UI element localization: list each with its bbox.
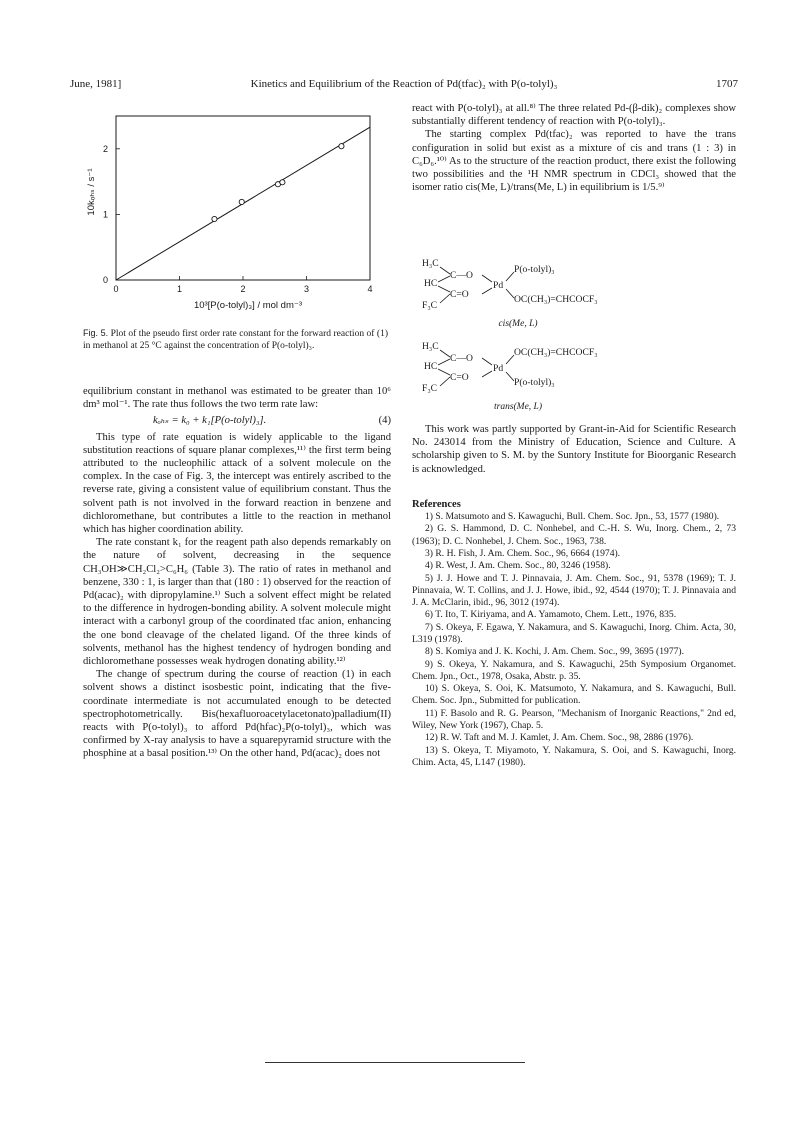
carbon-oxygen-top: C—O bbox=[450, 270, 473, 281]
reference-item: 5) J. J. Howe and T. J. Pinnavaia, J. Am. Chem. Soc., 91, 5378 (1969); T. J. Pinnavaia, W. T. Collins, and J. J. Howe, ibid., 92, 4544 (1970); T. J. Pinnavaia and J. A. McClarin, ibid., 96, 3012 (1974). bbox=[412, 572, 736, 609]
structure-trans bbox=[418, 339, 728, 412]
carbon-oxygen-bottom: C=O bbox=[450, 372, 469, 383]
carbon-oxygen-bottom: C=O bbox=[450, 289, 469, 300]
data-point bbox=[212, 216, 217, 221]
data-point bbox=[280, 180, 285, 185]
y-tick-label: 1 bbox=[102, 209, 108, 220]
palladium-center: Pd bbox=[493, 280, 504, 291]
cis-structure-drawing bbox=[418, 256, 728, 316]
rate-constant-chart bbox=[78, 104, 390, 329]
reference-item: 10) S. Okeya, S. Ooi, K. Matsumoto, Y. Nakamura, and S. Kawaguchi, Bull. Chem. Soc. Jpn., Submitted for publication. bbox=[412, 683, 736, 707]
data-point bbox=[339, 144, 344, 149]
equation-text: kₒₕₛ = k₀ + k₁[P(o-tolyl)₃]. bbox=[153, 415, 267, 427]
rate-equation bbox=[83, 414, 391, 427]
left-column bbox=[83, 385, 391, 761]
reference-item: 2) G. S. Hammond, D. C. Nonhebel, and C.-H. S. Wu, Inorg. Chem., 2, 73 (1963); D. C. Nonhebel, J. Chem. Soc., 1963, 738. bbox=[412, 523, 736, 547]
data-point bbox=[239, 199, 244, 204]
paragraph: The starting complex Pd(tfac)₂ was reported to have the trans configuration in solid but exist as a mixture of cis and trans (1 : 3) in C₆D₆.¹⁰⁾ As to the structure of the reaction product, there exist the following two possibilities and the ¹H NMR spectrum in CDCl₃ showed that the isomer ratio cis(Me, L)/trans(Me, L) in equilibrium is 1/5.⁹⁾ bbox=[412, 129, 736, 194]
methine-group: HC bbox=[424, 278, 438, 289]
x-tick-label: 2 bbox=[240, 284, 246, 294]
methyl-group: H₃C bbox=[422, 258, 439, 269]
palladium-center: Pd bbox=[493, 363, 504, 374]
trans-structure-drawing bbox=[418, 339, 728, 399]
enolate-ligand: OC(CH₃)=CHCOCF₃ bbox=[514, 294, 598, 305]
paragraph: The change of spectrum during the course of reaction (1) in each solvent shows a distinct isosbestic point, indicating that the five-coordinate intermediate is not accumulated enough to be detected spectrophotometrically. Bis(hexafluoroacetylacetonato)palladium(II) reacts with P(o-tolyl)₃ to afford Pd(hfac)₂P(o-tolyl)₃, which was confirmed by X-ray analysis to have a squarepyramid structure with the phosphine at a basal position.¹³⁾ On the other hand, Pd(acac)₂ does not bbox=[83, 669, 391, 760]
right-column-bottom bbox=[412, 423, 736, 769]
cis-isomer-name: cis(Me, L) bbox=[498, 319, 538, 329]
carbon-oxygen-top: C—O bbox=[450, 353, 473, 364]
trans-isomer-name: trans(Me, L) bbox=[493, 402, 543, 412]
reference-item: 1) S. Matsumoto and S. Kawaguchi, Bull. Chem. Soc. Jpn., 53, 1577 (1980). bbox=[425, 511, 720, 523]
reference-item: 12) R. W. Taft and M. J. Kamlet, J. Am. Chem. Soc., 98, 2886 (1976). bbox=[425, 732, 694, 744]
reference-item: 6) T. Ito, T. Kiriyama, and A. Yamamoto, Chem. Lett., 1976, 835. bbox=[425, 609, 677, 621]
reference-item: 9) S. Okeya, Y. Nakamura, and S. Kawaguchi, 25th Symposium Organomet. Chem. Jpn., Oct., 1978, Osaka, Abstr. p. 35. bbox=[412, 658, 736, 682]
footer-rule bbox=[265, 1062, 525, 1063]
methine-group: HC bbox=[424, 361, 438, 372]
references-heading: References bbox=[412, 498, 461, 510]
caption-text: Plot of the pseudo first order rate constant for the forward reaction of (1) in methanol at 25 °C against the concentration of P(o-tolyl)₃. bbox=[83, 329, 388, 351]
x-tick-label: 1 bbox=[176, 284, 183, 294]
structure-cis bbox=[418, 256, 728, 329]
x-tick-label: 4 bbox=[367, 284, 373, 294]
phosphine-ligand: P(o-tolyl)₃ bbox=[514, 264, 555, 275]
references-list bbox=[412, 511, 736, 769]
methyl-group: H₃C bbox=[422, 341, 439, 352]
enolate-ligand: OC(CH₃)=CHCOCF₃ bbox=[514, 347, 598, 358]
header-title: Kinetics and Equilibrium of the Reaction of Pd(tfac)₂ with P(o-tolyl)₃ bbox=[250, 78, 558, 90]
phosphine-ligand: P(o-tolyl)₃ bbox=[514, 377, 555, 388]
acknowledgement-paragraph: This work was partly supported by Grant-in-Aid for Scientific Research No. 243014 from the Ministry of Education, Science and Culture. A scholarship given to S. M. by the Suntory Institute for Bioorganic Research is acknowledged. bbox=[412, 424, 736, 475]
figure-5 bbox=[78, 104, 390, 329]
paragraph: react with P(o-tolyl)₃ at all.⁸⁾ The three related Pd-(β-dik)₂ complexes show substantially different tendency of reaction with P(o-tolyl)₃. bbox=[412, 103, 736, 128]
plot-frame bbox=[116, 116, 370, 280]
equation-number: (4) bbox=[378, 415, 391, 427]
y-tick-label: 0 bbox=[102, 275, 108, 285]
trifluoromethyl-group: F₃C bbox=[422, 300, 438, 311]
reference-item: 11) F. Basolo and R. G. Pearson, "Mechanism of Inorganic Reactions," 2nd ed, Wiley, New York (1967), Chap. 5. bbox=[412, 707, 736, 732]
page-number: 1707 bbox=[716, 78, 738, 90]
running-header bbox=[70, 78, 738, 94]
reference-item: 3) R. H. Fish, J. Am. Chem. Soc., 96, 6664 (1974). bbox=[425, 547, 621, 559]
chart-y-axis-label: 10kₒₕₛ / s⁻¹ bbox=[86, 168, 97, 216]
chart-x-axis-label: 10³[P(o-tolyl)₃] / mol dm⁻³ bbox=[193, 300, 303, 311]
y-tick-label: 2 bbox=[102, 143, 108, 154]
reference-item: 13) S. Okeya, T. Miyamoto, Y. Nakamura, S. Ooi, and S. Kawaguchi, Inorg. Chim. Acta, 45, L147 (1980). bbox=[412, 744, 736, 768]
header-date: June, 1981] bbox=[70, 78, 122, 90]
paragraph: This type of rate equation is widely applicable to the ligand substitution reactions of square planar complexes,¹¹⁾ the first term being attributed to the nucleophilic attack of a solvent molecule on the complex. In the case of Fig. 3, the intercept was entirely ascribed to the reverse rate, giving a consistent value of equilibrium constant. Thus the solvent path is not involved in the forward reaction in benzene and dichloromethane, but contributes a little to the reaction in methanol which has higher coordination ability. bbox=[83, 431, 391, 536]
trifluoromethyl-group: F₃C bbox=[422, 383, 438, 394]
paragraph: The rate constant k₁ for the reagent path also depends remarkably on the nature of solvent, decreasing in the sequence CH₃OH≫CH₂Cl₂>C₆H₆ (Table 3). The ratio of rates in methanol and benzene, 330 : 1, is larger than that (180 : 1) observed for the reaction of Pd(acac)₂ with dipropylamine.¹⁾ Such a solvent effect might be related to the difference in hydrogen-bonding ability. A solvent molecule might interact with a carbonyl group of the coordinated tfac anion, enhancing the one bond cleavage of the chelated ligand. Of the three kinds of solvents, methanol has the highest tendency of hydrogen bonding and dichloromethane possesses weak hydrogen donating ability.¹²⁾ bbox=[83, 537, 391, 668]
paragraph: equilibrium constant in methanol was estimated to be greater than 10⁶ dm³ mol⁻¹. The rate thus follows the two term rate law: bbox=[83, 386, 391, 411]
x-tick-label: 0 bbox=[113, 284, 119, 294]
right-column-top bbox=[412, 102, 736, 194]
figure-caption bbox=[83, 327, 388, 352]
caption-label: Fig. 5. bbox=[83, 328, 109, 338]
reference-item: 7) S. Okeya, F. Egawa, Y. Nakamura, and S. Kawaguchi, Inorg. Chim. Acta, 30, L319 (1978). bbox=[412, 621, 736, 645]
reference-item: 4) R. West, J. Am. Chem. Soc., 80, 3246 (1958). bbox=[425, 560, 611, 572]
x-tick-label: 3 bbox=[303, 284, 310, 294]
reference-item: 8) S. Komiya and J. K. Kochi, J. Am. Chem. Soc., 99, 3695 (1977). bbox=[425, 646, 685, 658]
